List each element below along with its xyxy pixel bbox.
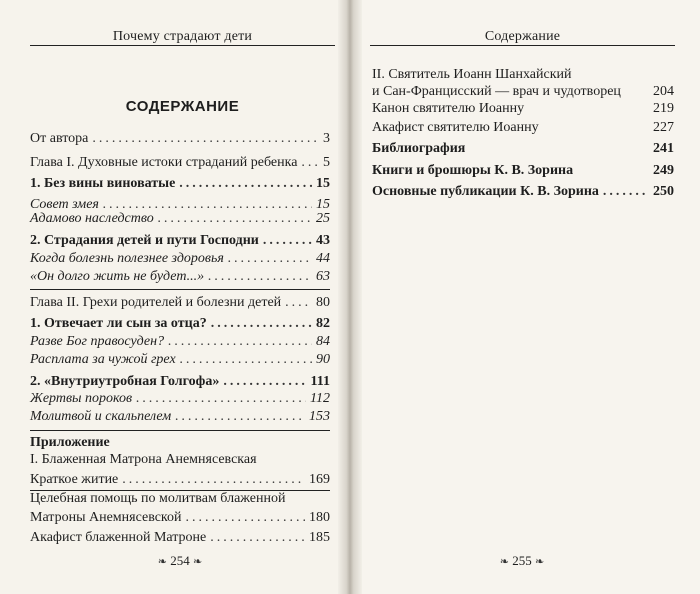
leader-dots: [285, 295, 312, 311]
toc-entry-page: 169: [309, 472, 330, 487]
leader-dots: [208, 269, 312, 285]
leader-dots: [175, 409, 305, 425]
toc-entry-page: 15: [316, 176, 330, 191]
toc-entry-page: 112: [310, 391, 330, 406]
toc-entry: [30, 295, 330, 311]
toc-entry: [30, 409, 330, 425]
leader-dots: [180, 352, 312, 368]
toc-entry-title: «Он долго жить не будет...»: [30, 269, 205, 284]
page-number: 254: [170, 553, 190, 568]
leader-dots: [122, 472, 305, 488]
toc-entry: [30, 251, 330, 267]
toc-entry-title: Акафист святителю Иоанну: [372, 120, 539, 135]
leader-dots: [603, 184, 649, 200]
toc-entry-page: 180: [309, 510, 330, 525]
leader-dots: [263, 233, 312, 249]
leader-dots: [228, 251, 312, 267]
toc-entry: [372, 84, 674, 100]
toc-entry: [372, 101, 674, 117]
toc-entry: [30, 352, 330, 368]
leader-dots: [186, 510, 305, 526]
toc-entry-page: 204: [653, 84, 674, 99]
toc-entry-page: 249: [653, 163, 674, 178]
toc-entry-title: Когда болезнь полезнее здоровья: [30, 251, 224, 266]
toc-entry-page: 63: [316, 269, 330, 284]
toc-entry-page: 241: [653, 141, 674, 156]
toc-entry: [30, 374, 330, 390]
page-number: 255: [512, 553, 532, 568]
leader-dots: [301, 155, 319, 171]
left-page-number: [120, 553, 240, 569]
toc-entry-title: Глава II. Грехи родителей и болезни детей: [30, 295, 282, 310]
toc-entry: [30, 530, 330, 546]
toc-entry: [372, 163, 674, 179]
toc-entry: [30, 472, 330, 488]
toc-entry: [30, 131, 330, 147]
toc-entry-title: Акафист блаженной Матроне: [30, 530, 207, 545]
leader-dots: [210, 530, 305, 546]
toc-entry-title: II. Святитель Иоанн Шанхайский: [372, 67, 572, 82]
toc-entry-page: 80: [316, 295, 330, 310]
toc-entry-title: Канон святителю Иоанну: [372, 101, 525, 116]
toc-title: СОДЕРЖАНИЕ: [125, 98, 240, 115]
leader-dots: [223, 374, 306, 390]
leader-dots: [158, 211, 312, 227]
toc-entry-page: 219: [653, 101, 674, 116]
toc-entry-page: 43: [316, 233, 330, 248]
section-divider: [30, 289, 330, 290]
left-running-head: Почему страдают дети: [112, 29, 253, 44]
appendix-heading: Приложение: [30, 435, 110, 450]
toc-entry-title: Матроны Анемнясевской: [30, 510, 182, 525]
toc-entry-title: 1. Без вины виноватые: [30, 176, 176, 191]
toc-entry-title: Расплата за чужой грех: [30, 352, 176, 367]
toc-entry: [30, 510, 330, 526]
toc-entry: [372, 120, 674, 136]
toc-entry-title: Основные публикации К. В. Зорина: [372, 184, 599, 199]
ornament-icon: ❧: [157, 556, 167, 568]
toc-entry-title: 2. Страдания детей и пути Господни: [30, 233, 259, 248]
leader-dots: [211, 316, 312, 332]
toc-entry-page: 90: [316, 352, 330, 367]
toc-entry-title: и Сан-Францисский — врач и чудотворец: [372, 84, 621, 99]
toc-entry-title: Жертвы пороков: [30, 391, 133, 406]
right-running-head: Содержание: [484, 29, 561, 44]
toc-entry-title: От автора: [30, 131, 89, 146]
toc-entry-page: 185: [309, 530, 330, 545]
toc-entry: [30, 269, 330, 285]
toc-entry-page: 84: [316, 334, 330, 349]
toc-entry-title: Краткое житие: [30, 472, 119, 487]
leader-dots: [92, 131, 319, 147]
toc-entry-page: 250: [653, 184, 674, 199]
ornament-icon: ❧: [499, 556, 509, 568]
toc-entry-title: Книги и брошюры К. В. Зорина: [372, 163, 574, 178]
toc-entry-title: 2. «Внутриутробная Голгофа»: [30, 374, 220, 389]
toc-entry: [30, 316, 330, 332]
toc-entry-title: 1. Отвечает ли сын за отца?: [30, 316, 207, 331]
toc-entry-page: 227: [653, 120, 674, 135]
leader-dots: [136, 391, 306, 407]
toc-entry-page: 153: [309, 409, 330, 424]
toc-entry-title: Адамово наследство: [30, 211, 154, 226]
toc-entry: [30, 211, 330, 227]
book-gutter: [338, 0, 362, 594]
toc-entry-title: Молитвой и скальпелем: [30, 409, 172, 424]
toc-entry-page: 44: [316, 251, 330, 266]
leader-dots: [179, 176, 312, 192]
toc-entry: [30, 155, 330, 171]
ornament-icon: ❧: [535, 556, 545, 568]
toc-entry-page: 5: [323, 155, 330, 170]
right-header-rule: [370, 45, 675, 46]
leader-dots: [168, 334, 312, 350]
ornament-icon: ❧: [193, 556, 203, 568]
appendix-subheading: I. Блаженная Матрона Анемнясевская: [30, 452, 257, 467]
toc-entry-page: 3: [323, 131, 330, 146]
toc-entry-title: Совет змея: [30, 197, 99, 212]
toc-entry-page: 111: [310, 374, 330, 389]
toc-entry: [372, 141, 674, 157]
toc-entry-title: Разве Бог правосуден?: [30, 334, 165, 349]
section-divider: [30, 430, 330, 431]
toc-entry-page: 82: [316, 316, 330, 331]
toc-entry-page: 15: [316, 197, 330, 212]
toc-entry-page: 25: [316, 211, 330, 226]
toc-entry-title: Целебная помощь по молитвам блаженной: [30, 491, 286, 506]
toc-entry-title: Библиография: [372, 141, 466, 156]
toc-entry: [30, 334, 330, 350]
left-header-rule: [30, 45, 335, 46]
toc-entry: [30, 176, 330, 192]
toc-entry-title: Глава I. Духовные истоки страданий ребенка: [30, 155, 298, 170]
toc-entry: [30, 391, 330, 407]
right-page-number: [462, 553, 582, 569]
toc-entry: [30, 233, 330, 249]
toc-entry: [372, 184, 674, 200]
